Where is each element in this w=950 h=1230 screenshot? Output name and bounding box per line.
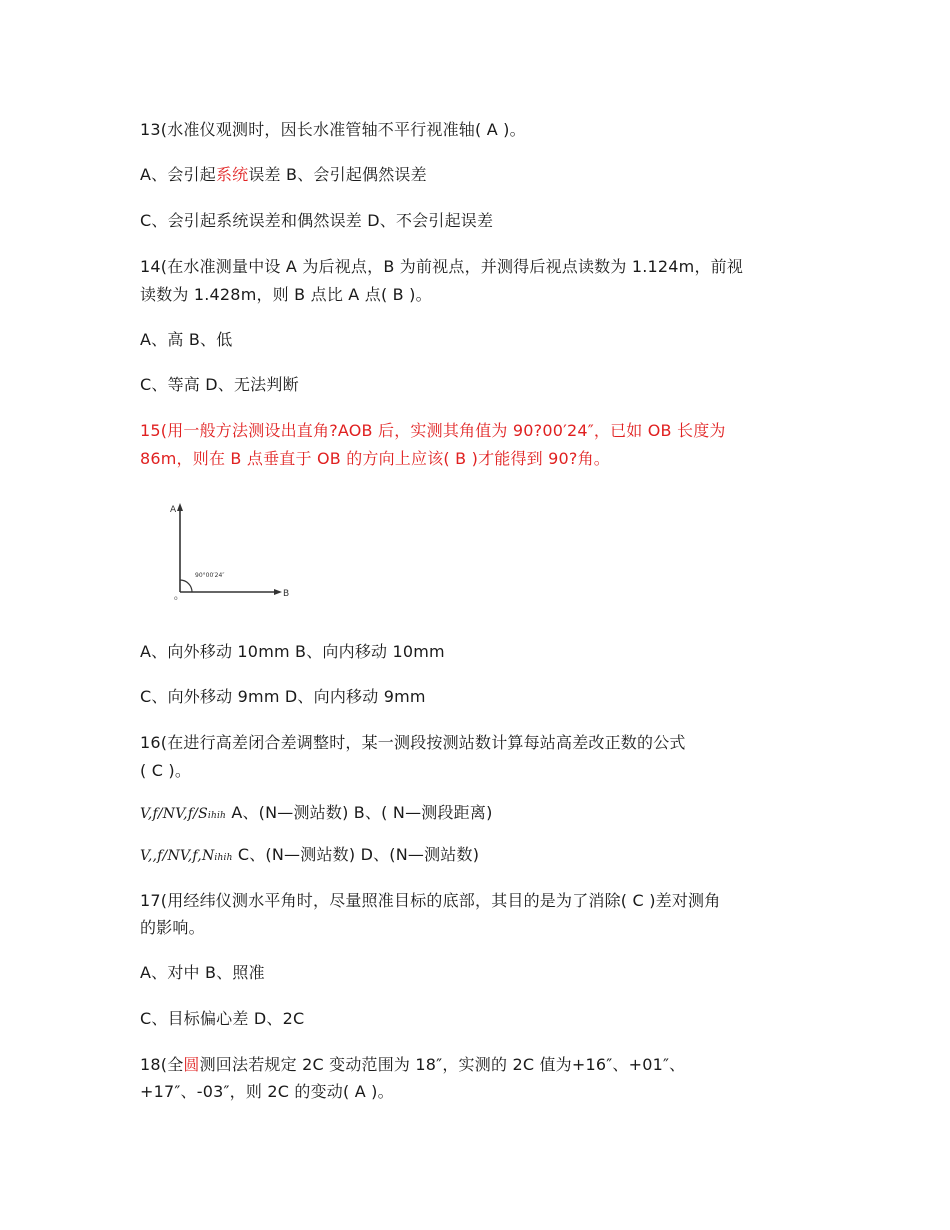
- q16-formula1-sub: ihih: [207, 811, 227, 821]
- q13-option-a-prefix: A、会引起: [140, 165, 216, 184]
- q13-option-a-b: [140, 164, 427, 186]
- a-arrow-icon: [177, 503, 183, 511]
- q16-stem-line1: 16(在进行高差闭合差调整时，某一测段按测站数计算每站高差改正数的公式: [140, 733, 686, 752]
- q14-stem-line1: 14(在水准测量中设 A 为后视点，B 为前视点，并测得后视点读数为 1.124m，前视: [140, 257, 744, 276]
- q18-stem-suffix: 测回法若规定 2C 变动范围为 18″，实测的 2C 值为+16″、+01″、: [199, 1055, 686, 1074]
- q13-option-c-d: C、会引起系统误差和偶然误差 D、不会引起误差: [140, 211, 494, 230]
- q18-stem-prefix: 18(全: [140, 1055, 184, 1074]
- q16-stem-line2: ( C )。: [140, 761, 192, 780]
- q15-stem-line2: 86m，则在 B 点垂直于 OB 的方向上应该( B )才能得到 90?角。: [140, 449, 611, 468]
- q14-option-a-b: A、高 B、低: [140, 330, 233, 349]
- q16-formula-row2: [140, 844, 479, 869]
- q17-option-c-d: C、目标偏心差 D、2C: [140, 1009, 305, 1028]
- q16-formula1: [140, 806, 226, 822]
- q16-options-row2: C、(N—测站数) D、(N—测站数): [232, 845, 480, 864]
- q15-option-a-b: A、向外移动 10mm B、向内移动 10mm: [140, 642, 445, 661]
- label-b: B: [283, 589, 290, 599]
- q15-stem-line1: 15(用一般方法测设出直角?AOB 后，实测其角值为 90?00′24″，已如 OB 长度为: [140, 421, 726, 440]
- q13-highlight-red: 系统: [215, 165, 249, 184]
- q17-stem-line2: 的影响。: [140, 918, 205, 937]
- q17-option-a-b: A、对中 B、照准: [140, 963, 265, 982]
- right-angle-figure: [165, 497, 295, 605]
- q16-formula2-sub: ihih: [214, 853, 233, 863]
- q14-stem-line2: 读数为 1.428m，则 B 点比 A 点( B )。: [140, 285, 432, 304]
- q16-formula2: [140, 848, 233, 864]
- q13-option-a-suffix: 误差 B、会引起偶然误差: [248, 165, 427, 184]
- label-a: A: [170, 505, 177, 515]
- angle-label: 90°00′24″: [195, 572, 225, 579]
- q14-option-c-d: C、等高 D、无法判断: [140, 375, 299, 394]
- q16-options-row1: A、(N—测站数) B、( N—测段距离): [226, 803, 493, 822]
- q15-option-c-d: C、向外移动 9mm D、向内移动 9mm: [140, 687, 426, 706]
- q17-stem-line1: 17(用经纬仪测水平角时，尽量照准目标的底部，其目的是为了消除( C )差对测角: [140, 891, 721, 910]
- label-o: o: [174, 595, 178, 602]
- b-arrow-icon: [274, 589, 282, 595]
- q13-stem: 13(水准仪观测时，因长水准管轴不平行视准轴( A )。: [140, 120, 526, 139]
- q18-stem-line1: [140, 1054, 685, 1076]
- q16-formula1-main: V,f/NV,f/S: [140, 806, 208, 822]
- q16-formula-row1: [140, 802, 493, 827]
- q18-stem-line2: +17″、-03″，则 2C 的变动( A )。: [140, 1082, 394, 1101]
- angle-arc: [180, 580, 192, 592]
- q18-highlight-red: 圆: [183, 1055, 200, 1074]
- right-angle-diagram: [165, 497, 295, 605]
- q16-formula2-main: V,,f/NV,f,N: [140, 848, 215, 864]
